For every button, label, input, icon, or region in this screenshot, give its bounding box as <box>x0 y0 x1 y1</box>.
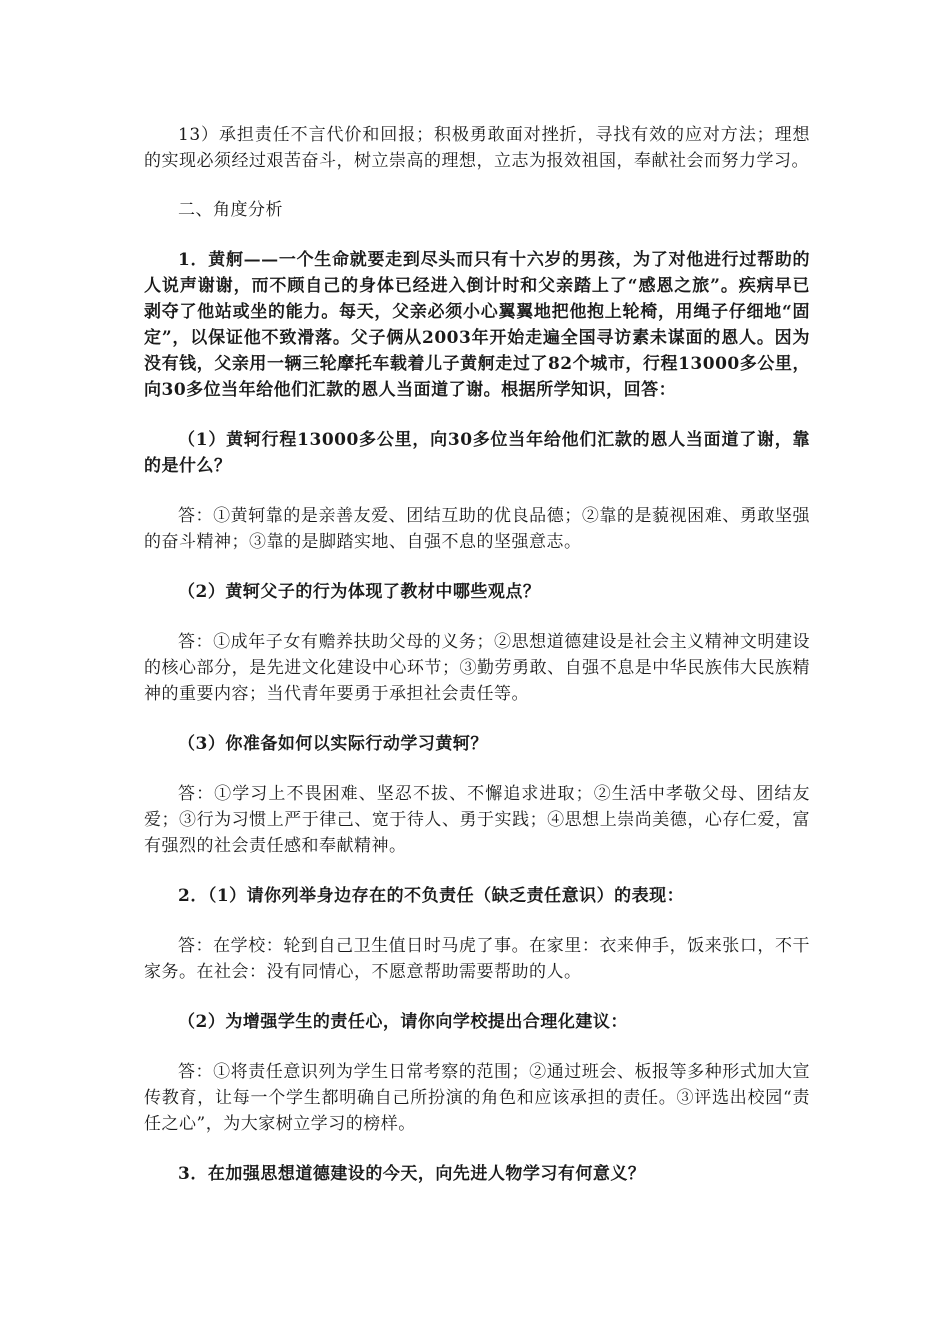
question-1-sub-2: （2）黄轲父子的行为体现了教材中哪些观点？ <box>178 582 541 602</box>
question-1-sub-3: （3）你准备如何以实际行动学习黄轲？ <box>178 734 488 754</box>
answer-2-sub-2: 答：①将责任意识列为学生日常考察的范围；②通过班会、板报等多种形式加大宣传教育，让每一个学生都明确自己所扮演的角色和应该承担的责任。③评选出校园“责任之心”，为大家树立学习的榜样。 <box>144 1062 810 1134</box>
question-3-prompt: 3．在加强思想道德建设的今天，向先进人物学习有何意义？ <box>178 1164 646 1184</box>
section-heading-angle-analysis: 二、角度分析 <box>178 200 283 220</box>
paragraph-item-13: 13）承担责任不言代价和回报；积极勇敢面对挫折，寻找有效的应对方法；理想的实现必须经过艰苦奋斗，树立崇高的理想，立志为报效祖国，奉献社会而努力学习。 <box>144 125 810 171</box>
question-1-prompt: 1．黄舸——一个生命就要走到尽头而只有十六岁的男孩，为了对他进行过帮助的人说声谢谢，而不顾自己的身体已经进入倒计时和父亲踏上了“感恩之旅”。疾病早已剥夺了他站或坐的能力。每天，父亲必须小心翼翼地把他抱上轮椅，用绳子仔细地“固定”，以保证他不致滑落。父子俩从2003年开始走遍全国寻访素未谋面的恩人。因为没有钱，父亲用一辆三轮摩托车载着儿子黄舸走过了82个城市，行程13000多公里，向30多位当年给他们汇款的恩人当面道了谢。根据所学知识，回答： <box>144 250 810 400</box>
question-2-sub-1: 2．（1）请你列举身边存在的不负责任（缺乏责任意识）的表现： <box>178 886 685 906</box>
question-2-sub-2: （2）为增强学生的责任心，请你向学校提出合理化建议： <box>178 1012 628 1032</box>
answer-1-sub-3: 答：①学习上不畏困难、坚忍不拔、不懈追求进取；②生活中孝敬父母、团结友爱；③行为习惯上严于律己、宽于待人、勇于实践；④思想上崇尚美德，心存仁爱，富有强烈的社会责任感和奉献精神。 <box>144 784 810 856</box>
question-1-sub-1: （1）黄轲行程13000多公里，向30多位当年给他们汇款的恩人当面道了谢，靠的是什么？ <box>144 430 810 476</box>
answer-1-sub-2: 答：①成年子女有赡养扶助父母的义务；②思想道德建设是社会主义精神文明建设的核心部分，是先进文化建设中心环节；③勤劳勇敢、自强不息是中华民族伟大民族精神的重要内容；当代青年要勇于承担社会责任等。 <box>144 632 810 704</box>
answer-1-sub-1: 答：①黄轲靠的是亲善友爱、团结互助的优良品德；②靠的是藐视困难、勇敢坚强的奋斗精神；③靠的是脚踏实地、自强不息的坚强意志。 <box>144 506 810 552</box>
answer-2-sub-1: 答：在学校：轮到自己卫生值日时马虎了事。在家里：衣来伸手，饭来张口，不干家务。在社会：没有同情心，不愿意帮助需要帮助的人。 <box>144 936 810 982</box>
